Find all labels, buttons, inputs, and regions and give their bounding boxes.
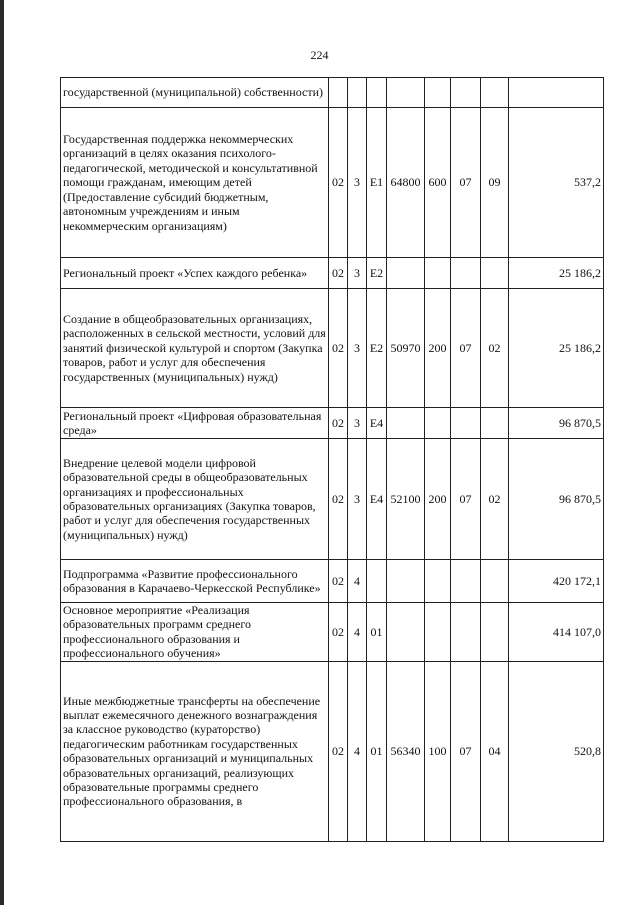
main-activity-cell: 01 <box>367 661 387 841</box>
subprogram-cell: 4 <box>348 661 367 841</box>
section-cell: 07 <box>451 289 481 408</box>
subprogram-cell: 3 <box>348 289 367 408</box>
amount-cell: 25 186,2 <box>509 258 604 289</box>
target-article-cell: 02 <box>329 108 348 258</box>
subsection-cell: 02 <box>481 439 509 560</box>
subsection-cell <box>481 560 509 603</box>
expense-type-cell: 200 <box>425 439 451 560</box>
target-article-cell: 02 <box>329 408 348 439</box>
direction-cell <box>387 560 425 603</box>
main-activity-cell: E4 <box>367 439 387 560</box>
table-row <box>61 603 604 662</box>
section-cell <box>451 560 481 603</box>
main-activity-cell: E2 <box>367 258 387 289</box>
table-row <box>61 289 604 408</box>
subsection-cell: 09 <box>481 108 509 258</box>
section-cell <box>451 603 481 662</box>
row-name-cell: Государственная поддержка некоммерческих организаций в целях оказания психолого-педагогической, методической и консультативной помощи гражданам, имеющим детей (Предоставление субсидий бюджетным, автономным учреждениям и иным некоммерческим организациям) <box>61 108 329 258</box>
subprogram-cell: 4 <box>348 560 367 603</box>
target-article-cell: 02 <box>329 560 348 603</box>
expense-type-cell: 100 <box>425 661 451 841</box>
row-name-cell: Подпрограмма «Развитие профессионального образования в Карачаево-Черкесской Республике» <box>61 560 329 603</box>
direction-cell <box>387 408 425 439</box>
row-name-cell: Внедрение целевой модели цифровой образовательной среды в общеобразовательных организациях и профессиональных образовательных организациях (Закупка товаров, работ и услуг для обеспечения государственных (муниципальных) нужд) <box>61 439 329 560</box>
direction-cell <box>387 603 425 662</box>
section-cell <box>451 408 481 439</box>
main-activity-cell <box>367 560 387 603</box>
direction-cell <box>387 78 425 108</box>
amount-cell: 420 172,1 <box>509 560 604 603</box>
main-activity-cell: 01 <box>367 603 387 662</box>
subprogram-cell: 3 <box>348 108 367 258</box>
section-cell: 07 <box>451 661 481 841</box>
target-article-cell <box>329 78 348 108</box>
main-activity-cell: E1 <box>367 108 387 258</box>
section-cell <box>451 78 481 108</box>
row-name-cell: Основное мероприятие «Реализация образовательных программ среднего профессионального образования и профессионального обучения» <box>61 603 329 662</box>
table-row <box>61 408 604 439</box>
table-row <box>61 560 604 603</box>
subsection-cell: 04 <box>481 661 509 841</box>
subprogram-cell <box>348 78 367 108</box>
amount-cell: 96 870,5 <box>509 439 604 560</box>
amount-cell: 414 107,0 <box>509 603 604 662</box>
target-article-cell: 02 <box>329 603 348 662</box>
subsection-cell <box>481 78 509 108</box>
subprogram-cell: 4 <box>348 603 367 662</box>
subsection-cell <box>481 258 509 289</box>
target-article-cell: 02 <box>329 258 348 289</box>
table-row <box>61 258 604 289</box>
row-name-cell: Региональный проект «Цифровая образовательная среда» <box>61 408 329 439</box>
direction-cell <box>387 258 425 289</box>
main-activity-cell: E2 <box>367 289 387 408</box>
amount-cell: 25 186,2 <box>509 289 604 408</box>
budget-table <box>60 77 604 842</box>
section-cell: 07 <box>451 108 481 258</box>
target-article-cell: 02 <box>329 289 348 408</box>
expense-type-cell <box>425 603 451 662</box>
subprogram-cell: 3 <box>348 258 367 289</box>
row-name-cell: Иные межбюджетные трансферты на обеспечение выплат ежемесячного денежного вознаграждения за классное руководство (кураторство) педагогическим работникам государственных образовательных организаций и муниципальных образовательных организаций, реализующих образовательные программы среднего профессионального образования, в <box>61 661 329 841</box>
row-name-cell: Создание в общеобразовательных организациях, расположенных в сельской местности, условий для занятий физической культурой и спортом (Закупка товаров, работ и услуг для обеспечения государственных (муниципальных) нужд) <box>61 289 329 408</box>
section-cell <box>451 258 481 289</box>
row-name-cell: государственной (муниципальной) собственности) <box>61 78 329 108</box>
direction-cell: 64800 <box>387 108 425 258</box>
amount-cell: 537,2 <box>509 108 604 258</box>
scan-left-edge <box>0 0 4 905</box>
expense-type-cell: 600 <box>425 108 451 258</box>
direction-cell: 50970 <box>387 289 425 408</box>
target-article-cell: 02 <box>329 661 348 841</box>
subsection-cell <box>481 408 509 439</box>
main-activity-cell <box>367 78 387 108</box>
table-row <box>61 108 604 258</box>
expense-type-cell <box>425 560 451 603</box>
expense-type-cell <box>425 78 451 108</box>
amount-cell <box>509 78 604 108</box>
section-cell: 07 <box>451 439 481 560</box>
target-article-cell: 02 <box>329 439 348 560</box>
subsection-cell <box>481 603 509 662</box>
subsection-cell: 02 <box>481 289 509 408</box>
table-row <box>61 439 604 560</box>
amount-cell: 520,8 <box>509 661 604 841</box>
row-name-cell: Региональный проект «Успех каждого ребенка» <box>61 258 329 289</box>
expense-type-cell: 200 <box>425 289 451 408</box>
subprogram-cell: 3 <box>348 439 367 560</box>
main-activity-cell: E4 <box>367 408 387 439</box>
expense-type-cell <box>425 408 451 439</box>
direction-cell: 56340 <box>387 661 425 841</box>
table-row <box>61 78 604 108</box>
subprogram-cell: 3 <box>348 408 367 439</box>
amount-cell: 96 870,5 <box>509 408 604 439</box>
page-number: 224 <box>310 48 329 62</box>
expense-type-cell <box>425 258 451 289</box>
direction-cell: 52100 <box>387 439 425 560</box>
table-row <box>61 661 604 841</box>
